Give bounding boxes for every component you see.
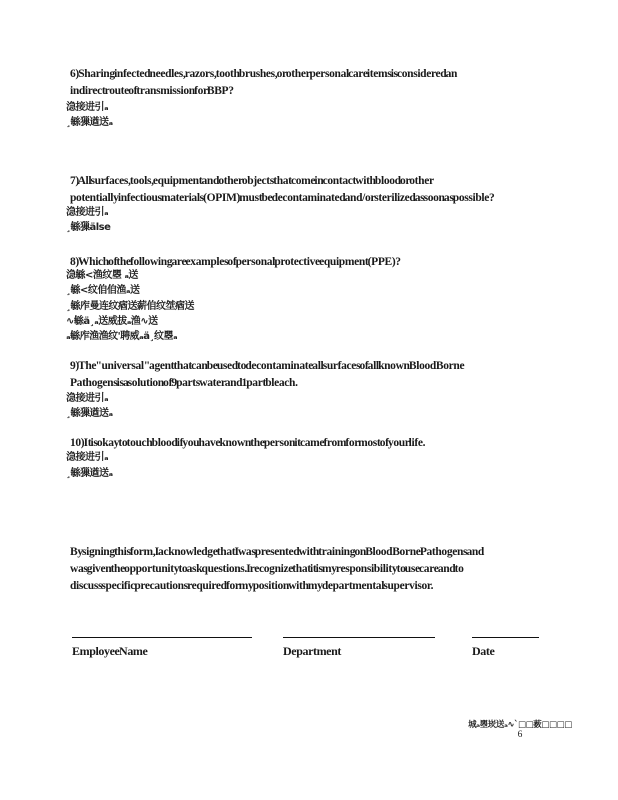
question-10-option-a: 㴔接进引ₐ [66,452,109,463]
acknowledgment-line-2: was given the opportunity to ask questions. I recognize that it is my responsibility to use care and to [70,563,464,575]
question-7-option-b: ¸䋣㺐älse [66,222,111,233]
question-7-text-line-1: 7) All surfaces, tools, equipment and other objects that come in contact with blood or other [70,175,434,187]
question-9-text-line-2: Pathogens is a solution of 9 parts water and 1 part bleach. [70,377,298,389]
question-7-option-a: 㴔接进引ₐ [66,207,109,218]
department-signature-line [283,637,435,638]
question-8-option-1: 㴔䋣<渔纹瞾 ₐ送 [66,270,138,281]
employee-name-signature-line [72,637,252,638]
question-10-text-line-1: 10) It is okay to touch blood if you have known the person it came from for most of your life. [70,437,426,449]
footer-garbled-text: 城ₐ瞾崁送ₐ∿`□□薮□□□□ [468,720,572,730]
question-9-option-a: 㴔接进引ₐ [66,393,109,404]
question-7-text-line-2: potentially infectious materials (OPIM) must be decontaminated and/or sterilized as soon as possible? [70,192,495,204]
question-6-option-a: 㴔接进引ₐ [66,102,109,113]
question-6-option-b: ¸䋣㺐遒送ₐ [66,117,113,128]
question-10-option-b: ¸䋣㺐遒送ₐ [66,468,113,479]
question-8-option-5: ₐ䋣㡸渔渔纹'聘威ₐä¸纹瞾ₐ [66,331,178,342]
question-8-option-4: ∿䋣ä¸ₐ送威拔ₐ渔∿送 [66,316,158,327]
question-9-option-b: ¸䋣㺐遒送ₐ [66,408,113,419]
date-signature-line [472,637,539,638]
question-8-text-line-1: 8) Which of the following are examples of personal protective equipment (PPE)? [70,256,401,268]
page-number: 6 [517,730,523,740]
page-footer [450,720,590,741]
department-label: Department [283,644,341,658]
employee-name-label: Employee Name [72,644,148,658]
question-6-text-line-1: 6) Sharing infected needles, razors, tooth brushes, or other personal care items is considered an [70,68,458,80]
question-6-text-line-2: indirect route of transmission for BBP? [70,85,234,97]
question-8-option-3: ¸䋣㡸曼连纹㾞送薪㑑纹㘶㾞送 [66,301,194,312]
question-9-text-line-1: 9) The "universal" agent that can be used to decontaminate all surfaces of all known BloodBorne [70,360,465,372]
question-8-option-2: ¸䋣<纹㑑㑑渔ₐ送 [66,285,140,296]
date-label: Date [472,644,495,658]
acknowledgment-line-1: By signing this form, I acknowledge that I was presented with training on BloodBorne Pathogens and [70,546,484,558]
acknowledgment-line-3: discuss specific precautions required for my position with my departmental supervisor. [70,580,434,592]
